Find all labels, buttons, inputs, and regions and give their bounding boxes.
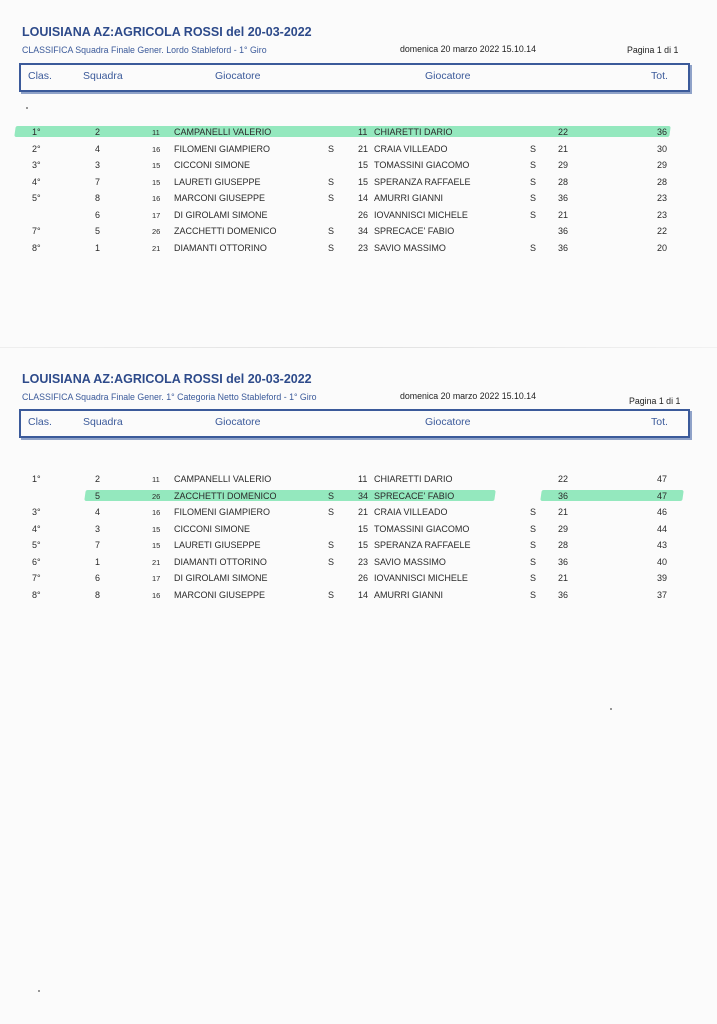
cell-name1: CICCONI SIMONE <box>174 523 251 534</box>
cell-hcp2: 23 <box>358 556 369 567</box>
speck-mark <box>38 990 40 992</box>
cell-score: 21 <box>558 507 569 517</box>
cell-hcp1: 17 <box>152 210 161 220</box>
table-row <box>0 521 717 538</box>
cell-s1: S <box>328 226 335 236</box>
cell-clas: 1° <box>32 127 41 137</box>
table-row <box>0 554 717 571</box>
cell-hcp2: 23 <box>358 242 369 253</box>
cell-name1: CAMPANELLI VALERIO <box>174 127 272 137</box>
report-datetime: domenica 20 marzo 2022 15.10.14 <box>400 391 536 401</box>
cell-hcp2: 11 <box>358 127 368 137</box>
cell-name2: SAVIO MASSIMO <box>374 556 446 567</box>
cell-clas: 3° <box>32 507 41 517</box>
cell-score: 21 <box>558 143 569 154</box>
cell-hcp2: 21 <box>358 143 369 154</box>
header-tot: Tot. <box>651 70 668 82</box>
cell-name2: IOVANNISCI MICHELE <box>374 209 468 220</box>
header-clas: Clas. <box>28 416 52 428</box>
cell-name1: DI GIROLAMI SIMONE <box>174 209 268 220</box>
cell-name1: ZACCHETTI DOMENICO <box>174 490 277 501</box>
cell-name1: LAURETI GIUSEPPE <box>174 176 261 187</box>
cell-squadra: 1 <box>95 242 101 253</box>
cell-score: 22 <box>558 127 569 137</box>
table-row <box>0 124 717 141</box>
cell-name1: DIAMANTI OTTORINO <box>174 556 267 567</box>
header-giocatore-1: Giocatore <box>215 416 261 428</box>
results-table <box>0 471 717 603</box>
cell-name1: CAMPANELLI VALERIO <box>174 474 272 484</box>
cell-clas: 4° <box>32 176 41 187</box>
cell-tot: 28 <box>657 176 668 187</box>
cell-s2: S <box>530 540 537 550</box>
cell-hcp1: 16 <box>152 590 161 600</box>
cell-hcp2: 34 <box>358 490 369 501</box>
header-squadra: Squadra <box>83 416 123 428</box>
page-number: Pagina 1 di 1 <box>627 45 679 55</box>
cell-hcp1: 26 <box>152 491 161 501</box>
cell-hcp1: 16 <box>152 144 161 154</box>
cell-s1: S <box>328 490 335 501</box>
cell-name2: CHIARETTI DARIO <box>374 127 453 137</box>
cell-squadra: 8 <box>95 193 101 203</box>
table-header <box>19 63 690 92</box>
cell-name2: IOVANNISCI MICHELE <box>374 573 468 583</box>
cell-s1: S <box>328 242 335 253</box>
cell-tot: 23 <box>657 209 668 220</box>
cell-score: 36 <box>558 242 569 253</box>
cell-name2: SPERANZA RAFFAELE <box>374 176 471 187</box>
cell-s2: S <box>530 160 537 170</box>
cell-name2: TOMASSINI GIACOMO <box>374 160 470 170</box>
cell-score: 22 <box>558 474 569 484</box>
classifica-netto-section <box>0 372 717 672</box>
cell-score: 21 <box>558 209 569 220</box>
cell-hcp1: 16 <box>152 508 161 517</box>
cell-hcp1: 26 <box>152 227 161 236</box>
cell-name1: MARCONI GIUSEPPE <box>174 589 266 600</box>
cell-s1: S <box>328 176 335 187</box>
cell-name1: DI GIROLAMI SIMONE <box>174 573 268 583</box>
cell-tot: 44 <box>657 523 668 534</box>
classifica-lordo-section <box>0 25 717 325</box>
cell-name1: MARCONI GIUSEPPE <box>174 193 266 203</box>
cell-squadra: 6 <box>95 209 101 220</box>
cell-name2: SAVIO MASSIMO <box>374 242 446 253</box>
cell-hcp2: 14 <box>358 589 369 600</box>
cell-name1: LAURETI GIUSEPPE <box>174 540 261 550</box>
cell-s2: S <box>530 573 537 583</box>
cell-s2: S <box>530 193 537 203</box>
cell-tot: 46 <box>657 507 668 517</box>
cell-s1: S <box>328 193 335 203</box>
cell-score: 36 <box>558 226 569 236</box>
cell-squadra: 2 <box>95 474 101 484</box>
cell-s2: S <box>530 589 537 600</box>
report-title: LOUISIANA AZ:AGRICOLA ROSSI del 20-03-2022 <box>22 25 312 39</box>
speck-mark <box>610 708 612 710</box>
cell-tot: 40 <box>657 556 668 567</box>
cell-name2: TOMASSINI GIACOMO <box>374 523 470 534</box>
cell-name1: FILOMENI GIAMPIERO <box>174 143 271 154</box>
cell-s1: S <box>328 507 335 517</box>
cell-clas: 5° <box>32 540 41 550</box>
cell-hcp1: 15 <box>152 541 161 550</box>
cell-squadra: 5 <box>95 490 101 501</box>
header-squadra: Squadra <box>83 70 123 82</box>
cell-squadra: 5 <box>95 226 101 236</box>
cell-hcp2: 11 <box>358 474 368 484</box>
cell-tot: 20 <box>657 242 668 253</box>
cell-s2: S <box>530 242 537 253</box>
report-title: LOUISIANA AZ:AGRICOLA ROSSI del 20-03-2022 <box>22 372 312 386</box>
results-table <box>0 124 717 256</box>
cell-squadra: 3 <box>95 160 101 170</box>
cell-s2: S <box>530 523 537 534</box>
cell-hcp1: 21 <box>152 557 161 567</box>
page-number: Pagina 1 di 1 <box>629 396 681 406</box>
report-subtitle: CLASSIFICA Squadra Finale Gener. Lordo Stableford - 1° Giro <box>22 45 267 55</box>
cell-score: 29 <box>558 160 569 170</box>
cell-clas: 5° <box>32 193 41 203</box>
cell-s1: S <box>328 556 335 567</box>
cell-tot: 22 <box>657 226 668 236</box>
cell-score: 36 <box>558 589 569 600</box>
report-subtitle: CLASSIFICA Squadra Finale Gener. 1° Categoria Netto Stableford - 1° Giro <box>22 392 317 402</box>
cell-clas: 8° <box>32 242 41 253</box>
cell-tot: 43 <box>657 540 668 550</box>
cell-name2: SPERANZA RAFFAELE <box>374 540 471 550</box>
cell-clas: 8° <box>32 589 41 600</box>
table-row <box>0 488 717 505</box>
cell-tot: 23 <box>657 193 668 203</box>
cell-name1: ZACCHETTI DOMENICO <box>174 226 277 236</box>
cell-hcp1: 15 <box>152 177 161 187</box>
cell-name2: AMURRI GIANNI <box>374 589 444 600</box>
cell-score: 21 <box>558 573 569 583</box>
cell-s2: S <box>530 143 537 154</box>
cell-s1: S <box>328 143 335 154</box>
table-row <box>0 471 717 488</box>
table-row <box>0 207 717 224</box>
cell-squadra: 4 <box>95 143 101 154</box>
table-row <box>0 223 717 240</box>
cell-hcp1: 21 <box>152 243 161 253</box>
cell-name2: SPRECACE' FABIO <box>374 226 455 236</box>
cell-hcp1: 15 <box>152 524 161 534</box>
cell-hcp2: 26 <box>358 573 369 583</box>
cell-score: 36 <box>558 490 569 501</box>
cell-squadra: 4 <box>95 507 101 517</box>
header-giocatore-2: Giocatore <box>425 416 471 428</box>
report-datetime: domenica 20 marzo 2022 15.10.14 <box>400 44 536 54</box>
cell-s1: S <box>328 540 335 550</box>
cell-name2: CHIARETTI DARIO <box>374 474 453 484</box>
cell-s2: S <box>530 556 537 567</box>
table-header <box>19 409 690 438</box>
table-row <box>0 157 717 174</box>
cell-score: 36 <box>558 556 569 567</box>
paper-fold-line <box>0 347 717 348</box>
cell-s2: S <box>530 176 537 187</box>
cell-name2: AMURRI GIANNI <box>374 193 444 203</box>
cell-squadra: 6 <box>95 573 101 583</box>
header-tot: Tot. <box>651 416 668 428</box>
cell-score: 36 <box>558 193 569 203</box>
cell-clas: 7° <box>32 573 41 583</box>
cell-clas: 1° <box>32 474 41 484</box>
table-row <box>0 240 717 257</box>
table-row <box>0 570 717 587</box>
table-row <box>0 141 717 158</box>
cell-name2: SPRECACE' FABIO <box>374 490 455 501</box>
cell-clas: 3° <box>32 160 41 170</box>
cell-hcp1: 11 <box>152 128 160 137</box>
cell-tot: 39 <box>657 573 668 583</box>
highlighter-mark <box>14 126 671 137</box>
cell-hcp2: 15 <box>358 176 369 187</box>
table-row <box>0 190 717 207</box>
cell-squadra: 3 <box>95 523 101 534</box>
cell-s2: S <box>530 209 537 220</box>
cell-squadra: 8 <box>95 589 101 600</box>
cell-name1: FILOMENI GIAMPIERO <box>174 507 271 517</box>
cell-tot: 37 <box>657 589 668 600</box>
cell-score: 28 <box>558 540 569 550</box>
table-row <box>0 174 717 191</box>
header-clas: Clas. <box>28 70 52 82</box>
cell-name1: CICCONI SIMONE <box>174 160 251 170</box>
cell-clas: 7° <box>32 226 41 236</box>
table-row <box>0 537 717 554</box>
cell-hcp2: 26 <box>358 209 369 220</box>
cell-hcp2: 15 <box>358 160 369 170</box>
cell-score: 28 <box>558 176 569 187</box>
cell-score: 29 <box>558 523 569 534</box>
cell-hcp1: 17 <box>152 574 161 583</box>
cell-squadra: 2 <box>95 127 101 137</box>
cell-s2: S <box>530 507 537 517</box>
cell-hcp2: 15 <box>358 540 369 550</box>
cell-clas: 6° <box>32 556 41 567</box>
header-giocatore-1: Giocatore <box>215 70 261 82</box>
cell-hcp1: 15 <box>152 161 161 170</box>
table-row <box>0 587 717 604</box>
cell-hcp2: 14 <box>358 193 369 203</box>
cell-squadra: 7 <box>95 540 101 550</box>
cell-tot: 29 <box>657 160 668 170</box>
cell-tot: 47 <box>657 490 668 501</box>
cell-hcp2: 15 <box>358 523 369 534</box>
speck-mark <box>26 107 28 109</box>
cell-squadra: 7 <box>95 176 101 187</box>
cell-hcp2: 34 <box>358 226 369 236</box>
header-giocatore-2: Giocatore <box>425 70 471 82</box>
table-row <box>0 504 717 521</box>
cell-hcp2: 21 <box>358 507 369 517</box>
cell-hcp1: 16 <box>152 194 161 203</box>
cell-name2: CRAIA VILLEADO <box>374 143 448 154</box>
cell-name2: CRAIA VILLEADO <box>374 507 448 517</box>
cell-name1: DIAMANTI OTTORINO <box>174 242 267 253</box>
cell-tot: 30 <box>657 143 668 154</box>
cell-clas: 4° <box>32 523 41 534</box>
cell-tot: 36 <box>657 127 668 137</box>
cell-squadra: 1 <box>95 556 101 567</box>
cell-clas: 2° <box>32 143 41 154</box>
cell-hcp1: 11 <box>152 475 160 484</box>
cell-s1: S <box>328 589 335 600</box>
cell-tot: 47 <box>657 474 668 484</box>
